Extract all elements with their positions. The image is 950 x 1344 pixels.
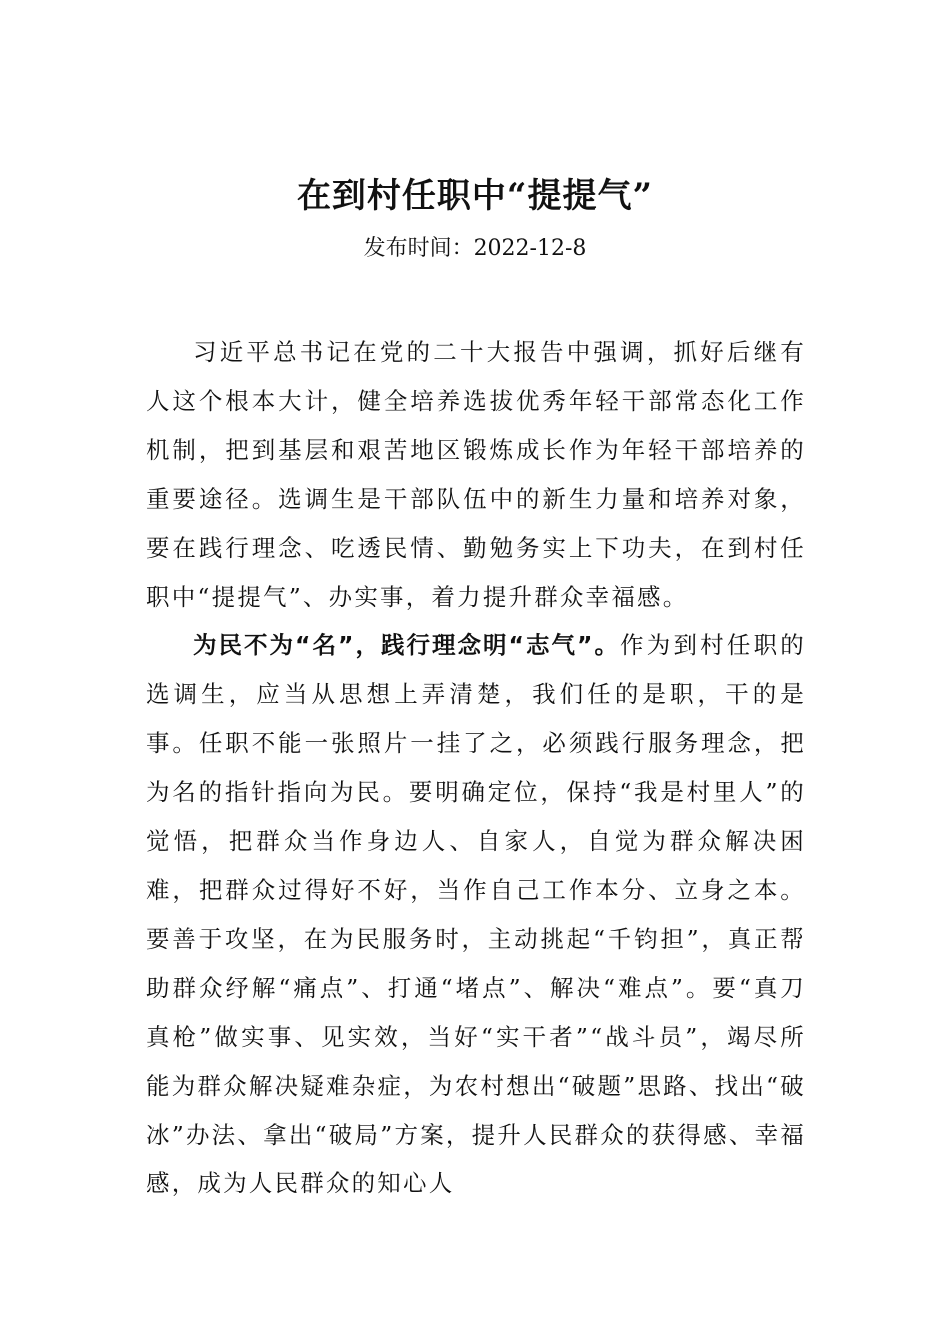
- section-1-heading: 为民不为“名”，践行理念明“志气”。: [193, 631, 621, 660]
- paragraph-intro: [146, 328, 806, 621]
- publish-date: 发布时间：2022-12-8: [363, 236, 587, 261]
- article-body: [146, 328, 806, 1208]
- paragraph-intro-text: 习近平总书记在党的二十大报告中强调，抓好后继有人这个根本大计，健全培养选拔优秀年轻干部常态化工作机制，把到基层和艰苦地区锻炼成长作为年轻干部培养的重要途径。选调生是干部队伍中的新生力量和培养对象，要在践行理念、吃透民情、勤勉务实上下功夫，在到村任职中“提提气”、办实事，着力提升群众幸福感。: [146, 338, 806, 611]
- article-title: 在到村任职中“提提气”: [296, 176, 654, 216]
- paragraph-section-1: [146, 621, 806, 1208]
- section-1-text: 作为到村任职的选调生，应当从思想上弄清楚，我们任的是职，干的是事。任职不能一张照片一挂了之，必须践行服务理念，把为名的指针指向为民。要明确定位，保持“我是村里人”的觉悟，把群众当作身边人、自家人，自觉为群众解决困难，把群众过得好不好，当作自己工作本分、立身之本。要善于攻坚，在为民服务时，主动挑起“千钧担”，真正帮助群众纾解“痛点”、打通“堵点”、解决“难点”。要“真刀真枪”做实事、见实效，当好“实干者”“战斗员”，竭尽所能为群众解决疑难杂症，为农村想出“破题”思路、找出“破冰”办法、拿出“破局”方案，提升人民群众的获得感、幸福感，成为人民群众的知心人: [146, 631, 806, 1198]
